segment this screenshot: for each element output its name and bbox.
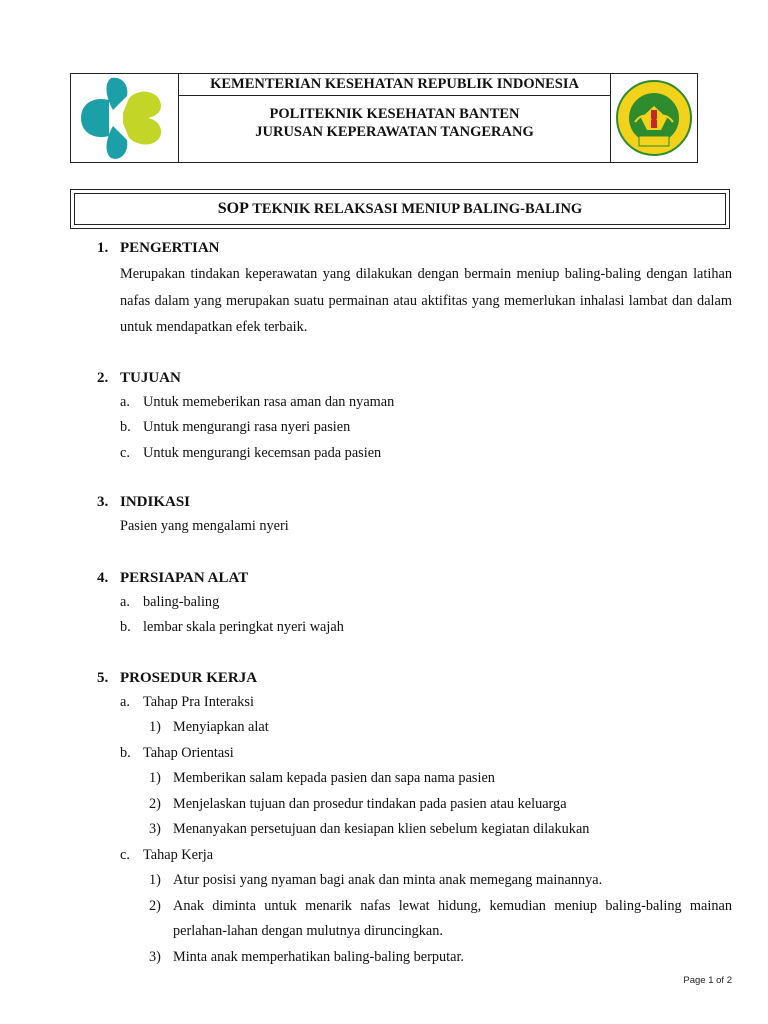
stage-item: b. Tahap Orientasi <box>120 744 234 761</box>
section-heading-persiapan-alat: 4. PERSIAPAN ALAT <box>97 569 249 586</box>
section-body-pengertian: Merupakan tindakan keperawatan yang dilakukan dengan bermain meniup baling-baling dengan latihan nafas dalam yang merupakan suatu permainan atau aktifitas yang memerlukan inhalasi lambat dan dalam untuk mendapatkan efek terbaik. <box>120 266 732 335</box>
kemenkes-logo-icon <box>71 74 178 162</box>
list-item: a. Untuk memeberikan rasa aman dan nyaman <box>120 393 395 410</box>
step-item: 1) Atur posisi yang nyaman bagi anak dan minta anak memegang mainannya. <box>149 872 603 888</box>
section-heading-prosedur-kerja: 5. PROSEDUR KERJA <box>97 669 258 686</box>
poltekkes-seal-icon <box>611 74 697 162</box>
step-item: 3) Menanyakan persetujuan dan kesiapan klien sebelum kegiatan dilakukan <box>149 821 590 837</box>
step-item: 2) Anak diminta untuk menarik nafas lewat hidung, kemudian meniup baling-baling mainan perlahan-lahan dengan mulutnya diruncingkan. <box>149 897 732 939</box>
letterhead <box>70 73 698 163</box>
document-title <box>74 193 726 225</box>
step-item: 2) Menjelaskan tujuan dan prosedur tindakan pada pasien atau keluarga <box>149 795 567 812</box>
step-item: 1) Menyiapkan alat <box>149 719 269 735</box>
list-item: b. Untuk mengurangi rasa nyeri pasien <box>120 419 351 435</box>
document-body <box>97 236 732 970</box>
school-seal <box>611 74 697 162</box>
list-item: c. Untuk mengurangi kecemsan pada pasien <box>120 444 382 461</box>
step-item: 1) Memberikan salam kepada pasien dan sapa nama pasien <box>149 770 495 786</box>
ministry-logo <box>71 74 179 162</box>
step-item: 3) Minta anak memperhatikan baling-baling berputar. <box>149 948 465 965</box>
page-number: Page 1 of 2 <box>683 975 732 986</box>
stage-item: a. Tahap Pra Interaksi <box>120 693 254 710</box>
letterhead-text <box>179 74 611 162</box>
list-item: b. lembar skala peringkat nyeri wajah <box>120 619 344 635</box>
department-name: JURUSAN KEPERAWATAN TANGERANG <box>255 124 534 140</box>
title-prefix: SOP <box>217 200 249 217</box>
school-name: POLITEKNIK KESEHATAN BANTEN <box>269 106 520 122</box>
section-heading-pengertian: 1. PENGERTIAN <box>97 240 220 256</box>
title-text: TEKNIK RELAKSASI MENIUP BALING-BALING <box>252 201 583 217</box>
section-heading-indikasi: 3. INDIKASI <box>97 494 191 510</box>
ministry-name: KEMENTERIAN KESEHATAN REPUBLIK INDONESIA <box>179 74 610 96</box>
stage-item: c. Tahap Kerja <box>120 846 214 863</box>
section-heading-tujuan: 2. TUJUAN <box>97 369 181 386</box>
document-title-box <box>70 189 730 229</box>
list-item: a. baling-baling <box>120 593 220 610</box>
section-body-indikasi: Pasien yang mengalami nyeri <box>120 518 289 534</box>
